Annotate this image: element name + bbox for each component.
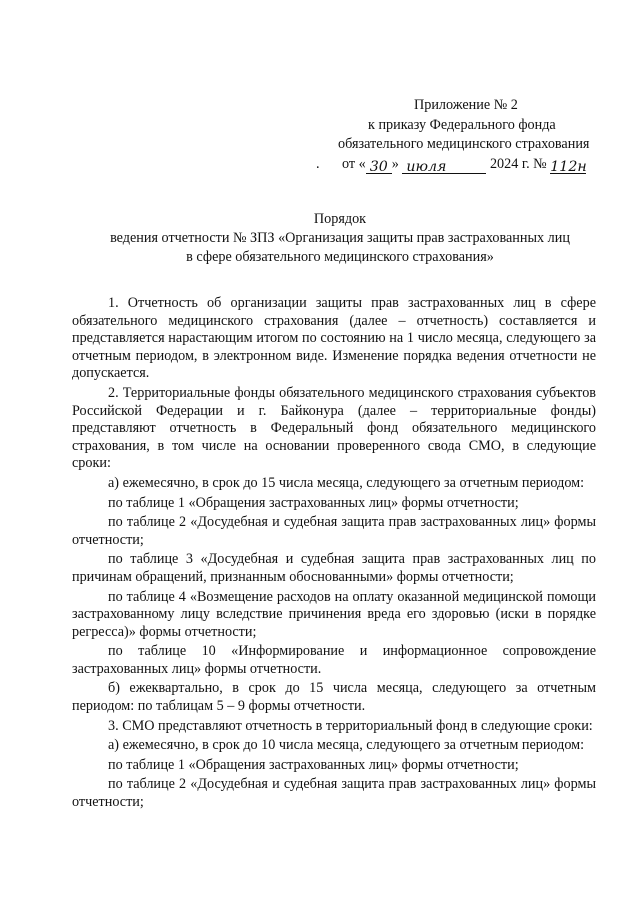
date-quote: » <box>391 155 399 172</box>
fund-name: обязательного медицинского страхования <box>338 136 590 152</box>
paragraph-2a-table2: по таблице 2 «Досудебная и судебная защита прав застрахованных лиц» формы отчетности; <box>72 514 596 548</box>
stray-dot: . <box>316 155 320 172</box>
paragraph-2a-table3: по таблице 3 «Досудебная и судебная защита прав застрахованных лиц по причинам обращений, признанным обоснованными» формы отчетности; <box>72 551 596 585</box>
paragraph-2a-table1: по таблице 1 «Обращения застрахованных лиц» формы отчетности; <box>108 494 519 511</box>
paragraph-2: 2. Территориальные фонды обязательного медицинского страхования субъектов Российской Федерации и г. Байконура (далее – территориальные фонды) представляют отчетность в Федеральный фонд обязательного медицинского страхования, в том числе на основании проверенного свода СМО, в следующие сроки: <box>72 384 596 472</box>
document-title <box>60 210 620 267</box>
order-reference: к приказу Федерального фонда <box>368 116 556 133</box>
date-year: 2024 г. № <box>489 155 547 172</box>
paragraph-3a-table1: по таблице 1 «Обращения застрахованных лиц» формы отчетности; <box>108 756 519 773</box>
date-month: июля <box>402 158 486 174</box>
paragraph-2a-table4: по таблице 4 «Возмещение расходов на оплату оказанной медицинской помощи застрахованному лицу вследствие причинения вреда его здоровью (иски в порядке регресса)» формы отчетности; <box>72 588 596 640</box>
date-prefix: от « <box>342 155 366 172</box>
title-line-2: ведения отчетности № ЗПЗ «Организация защиты прав застрахованных лиц <box>110 230 570 246</box>
paragraph-1: 1. Отчетность об организации защиты прав застрахованных лиц в сфере обязательного медицинского страхования (далее – отчетность) составляется и представляется нарастающим итогом по состоянию на 1 число месяца, следующего за отчетным периодом, в электронном виде. Изменение порядка ведения отчетности не допускается. <box>72 295 596 382</box>
title-line-3: в сфере обязательного медицинского страхования» <box>186 249 494 265</box>
date-day: 30 <box>366 158 392 174</box>
paragraph-2a: а) ежемесячно, в срок до 15 числа месяца, следующего за отчетным периодом: <box>108 474 585 491</box>
order-date-line <box>316 155 600 175</box>
appendix-title: Приложение № 2 <box>414 97 518 113</box>
paragraph-2a-table10: по таблице 10 «Информирование и информационное сопровождение застрахованных лиц» формы отчетности. <box>72 643 596 677</box>
appendix-header <box>316 96 600 175</box>
document-body <box>72 295 596 812</box>
paragraph-3a-table2: по таблице 2 «Досудебная и судебная защита прав застрахованных лиц» формы отчетности; <box>72 776 596 811</box>
paragraph-3: 3. СМО представляют отчетность в территориальный фонд в следующие сроки: <box>108 717 593 734</box>
title-line-1: Порядок <box>313 211 367 227</box>
order-number: 112н <box>550 159 587 175</box>
paragraph-2b: б) ежеквартально, в срок до 15 числа месяца, следующего за отчетным периодом: по таблицам 5 – 9 формы отчетности. <box>72 680 596 715</box>
paragraph-3a: а) ежемесячно, в срок до 10 числа месяца, следующего за отчетным периодом: <box>108 737 585 754</box>
